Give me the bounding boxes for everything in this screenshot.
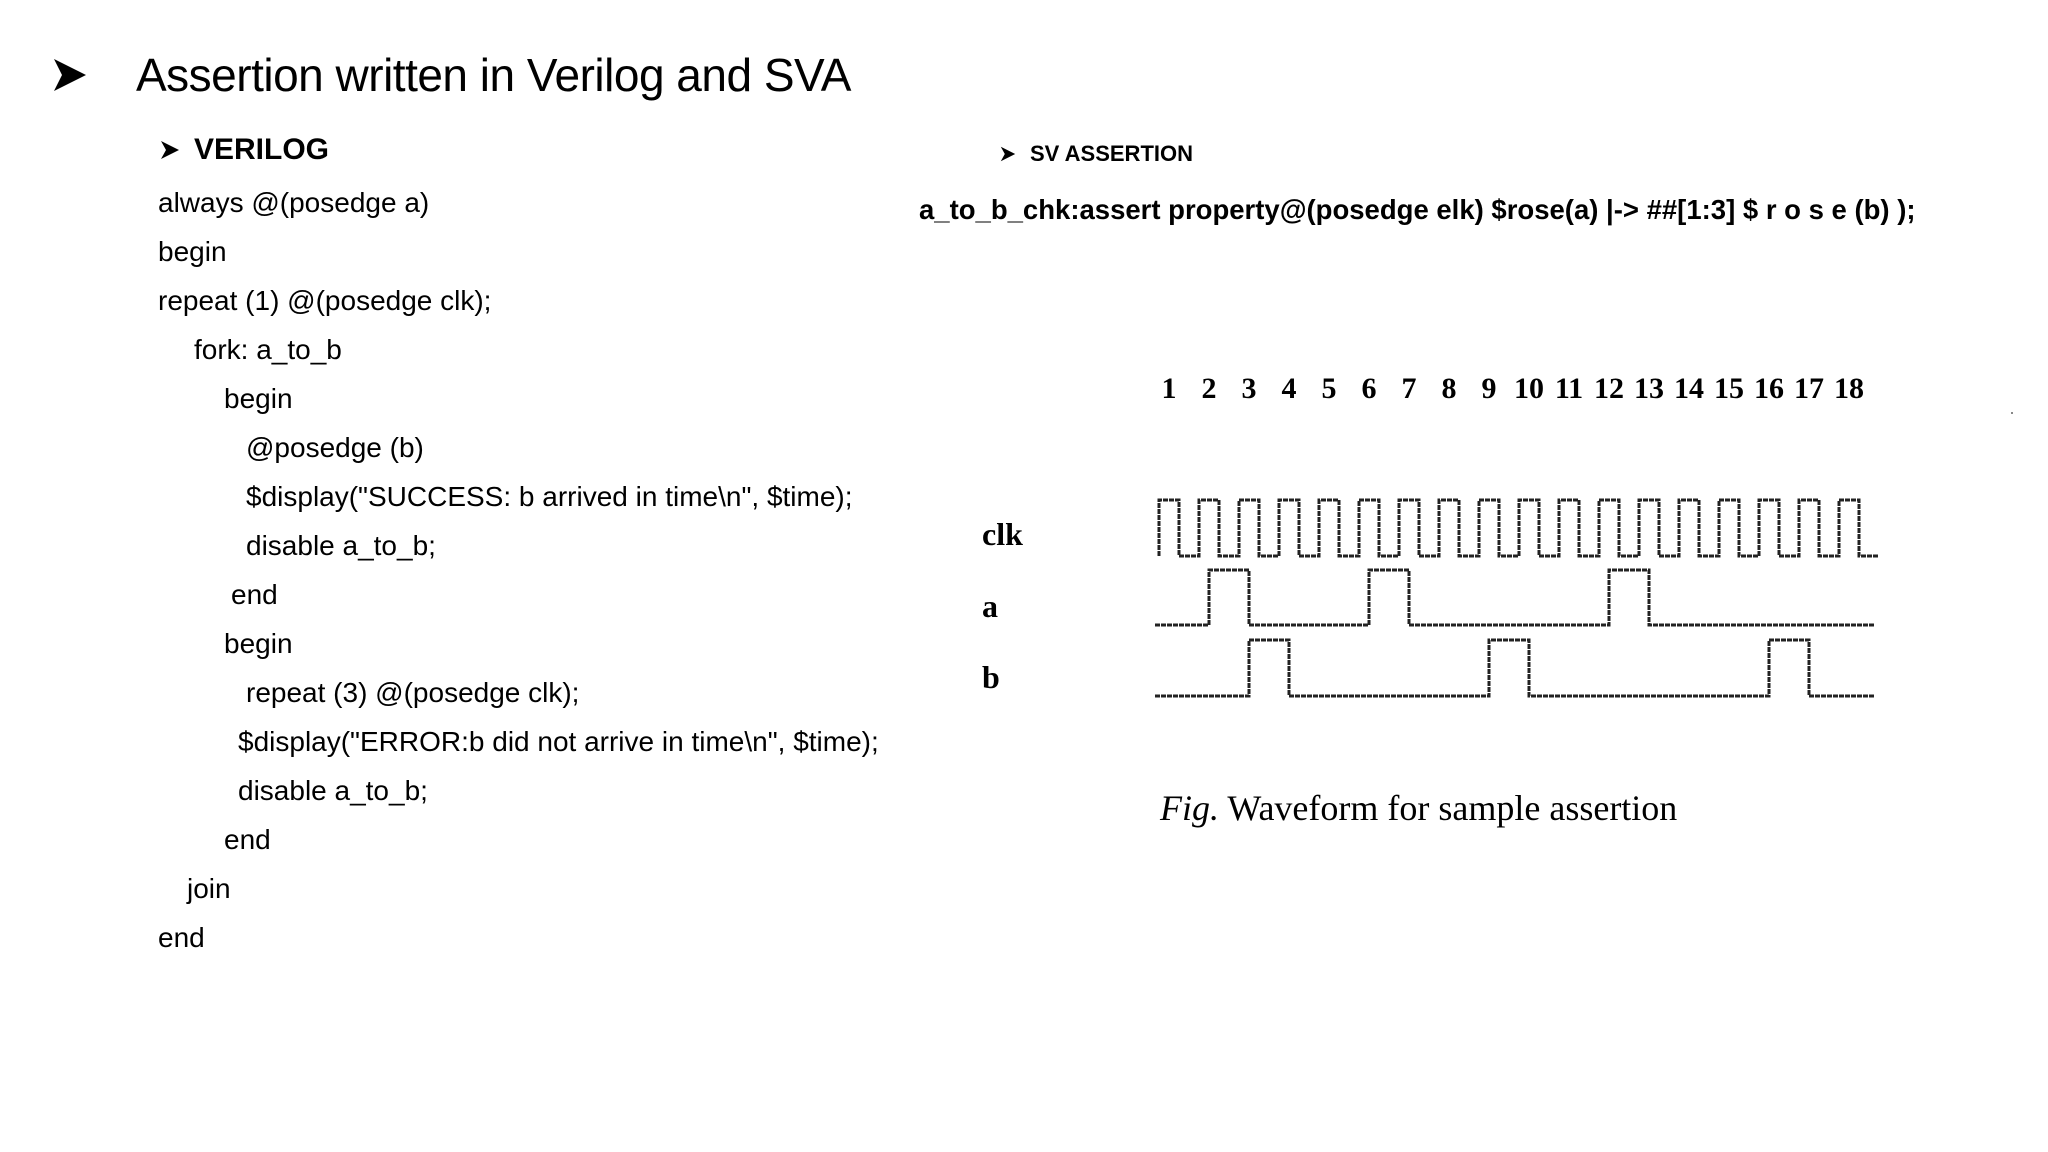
code-line: $display("SUCCESS: b arrived in time\n", $time);	[246, 481, 853, 512]
figure-caption	[1160, 787, 1677, 829]
code-line: disable a_to_b;	[238, 775, 428, 806]
code-line: begin	[158, 236, 227, 267]
signal-trace-b	[1155, 640, 1875, 696]
code-line: fork: a_to_b	[194, 334, 342, 365]
cycle-label: 14	[1674, 372, 1704, 405]
code-line: begin	[224, 628, 293, 659]
code-line: repeat (1) @(posedge clk);	[158, 285, 492, 316]
waveform-figure	[960, 360, 2000, 740]
signal-names	[982, 516, 1023, 695]
code-line: end	[224, 824, 271, 855]
sva-heading-text: SV ASSERTION	[1030, 141, 1193, 166]
code-line: $display("ERROR:b did not arrive in time\n", $time);	[238, 726, 879, 757]
cycle-labels	[1162, 372, 1865, 405]
stray-mark	[2011, 412, 2013, 414]
slide-title-text: Assertion written in Verilog and SVA	[136, 49, 851, 101]
caption-text: Waveform for sample assertion	[1227, 788, 1678, 828]
cycle-label: 10	[1514, 372, 1544, 405]
cycle-label: 12	[1594, 372, 1624, 405]
code-line: end	[231, 579, 278, 610]
cycle-label: 4	[1281, 372, 1297, 405]
code-line: always @(posedge a)	[158, 187, 430, 218]
cycle-label: 7	[1401, 372, 1417, 405]
signal-name-b: b	[982, 659, 1000, 695]
code-line: repeat (3) @(posedge clk);	[246, 677, 580, 708]
cycle-label: 2	[1201, 372, 1217, 405]
verilog-heading-text: VERILOG	[194, 133, 330, 166]
sva-heading	[1000, 141, 1193, 167]
cycle-label: 3	[1241, 372, 1257, 405]
signal-traces	[1155, 500, 1879, 696]
signal-trace-clk	[1159, 500, 1879, 556]
arrowhead-bullet-icon	[52, 57, 88, 93]
cycle-label: 5	[1321, 372, 1337, 405]
cycle-label: 13	[1634, 372, 1664, 405]
cycle-label: 17	[1794, 372, 1824, 405]
code-line: begin	[224, 383, 293, 414]
code-line: end	[158, 922, 205, 953]
cycle-label: 9	[1481, 372, 1497, 405]
signal-trace-a	[1155, 570, 1875, 625]
cycle-label: 16	[1754, 372, 1784, 405]
caption-prefix: Fig.	[1160, 788, 1219, 828]
code-line: join	[187, 873, 231, 904]
arrowhead-bullet-icon	[1000, 146, 1016, 162]
verilog-heading	[160, 133, 329, 167]
cycle-label: 1	[1161, 372, 1177, 405]
cycle-label: 11	[1554, 372, 1584, 405]
signal-name-a: a	[982, 588, 998, 624]
code-line: disable a_to_b;	[246, 530, 436, 561]
cycle-label: 8	[1441, 372, 1457, 405]
slide-title	[52, 48, 851, 102]
arrowhead-bullet-icon	[160, 140, 180, 160]
cycle-label: 15	[1714, 372, 1744, 405]
cycle-label: 18	[1834, 372, 1864, 405]
signal-name-clk: clk	[982, 516, 1023, 552]
code-line: @posedge (b)	[246, 432, 424, 463]
sva-assertion-code: a_to_b_chk:assert property@(posedge elk) $rose(a) |-> ##[1:3] $ r o s e (b) );	[919, 194, 1916, 225]
cycle-label: 6	[1361, 372, 1377, 405]
